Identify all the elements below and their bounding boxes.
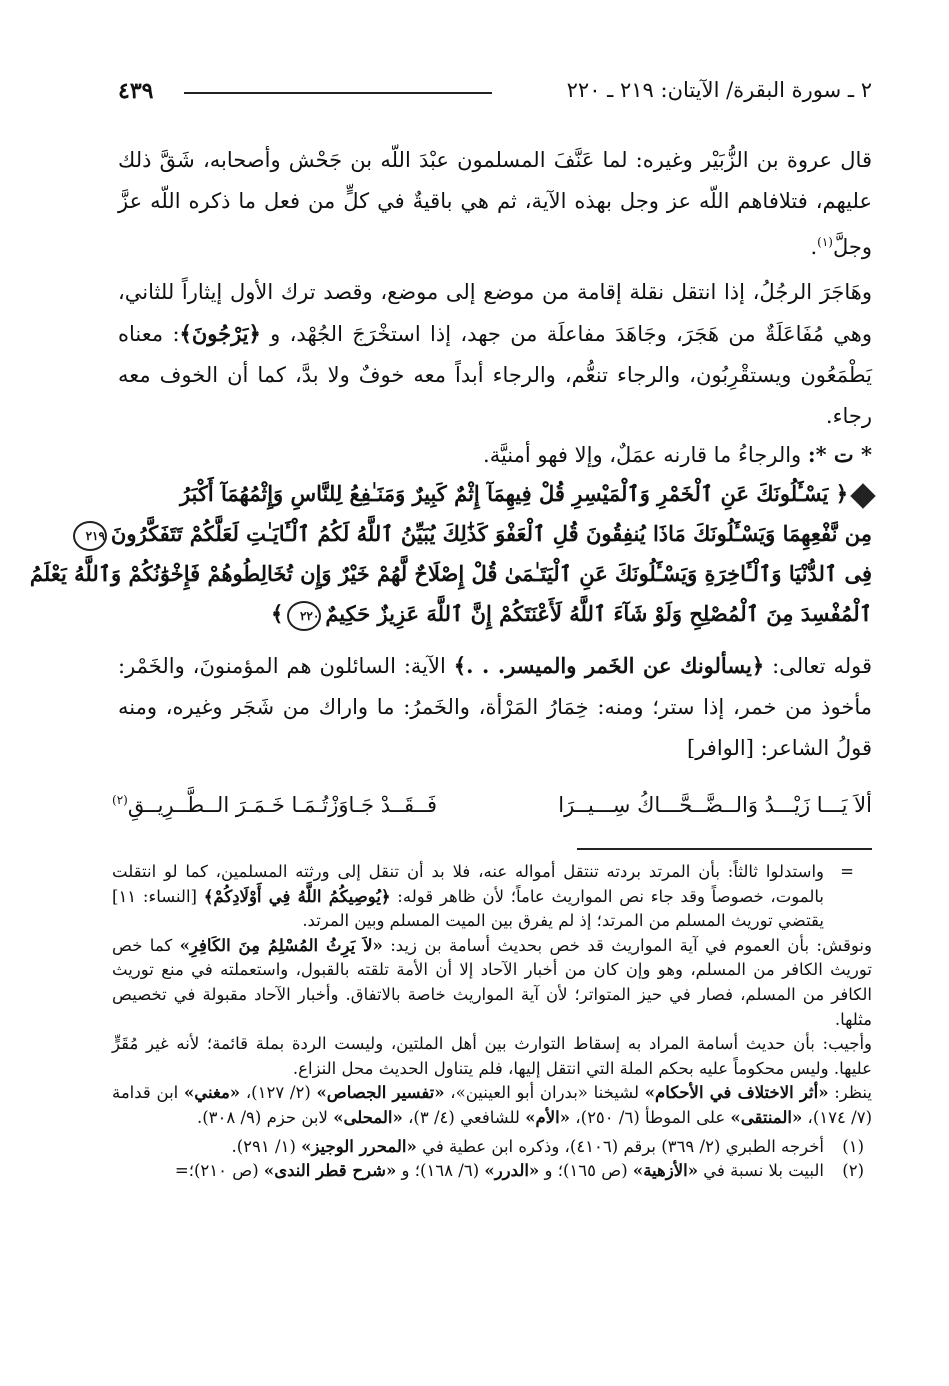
ayah-number-220: ٢٢٠: [287, 601, 321, 631]
paragraph-text: قوله تعالى:: [772, 654, 872, 678]
poetry-verse: [112, 793, 872, 837]
paragraph-end: .: [810, 235, 818, 259]
footnote-continuation: = واستدلوا ثالثاً: بأن المرتد بردته تنتقل أمواله عنه، فلا بد أن تنقل إلى ورثته المسلمين، كما لو انتقلت بالموت، خصوصاً وقد جاء نص المواريث عاماً؛ لأن ظاهر قوله: ﴿يُوصِيكُمُ اللَّهُ فِي أَوْلَادِكُمْ﴾ [النساء: ١١] يقتضي توريث المسلم من المرتد؛ إذ لم يفرق بين الميت المسلم وبين المرتد.: [112, 862, 854, 931]
hizb-marker-icon: [850, 483, 875, 508]
poem-hemistich-first: ألاَ يَـــا زَيْـــدُ وَالــضَّــحَّـــاكُ سِـــيــرَا: [558, 793, 872, 817]
quran-quote: ﴿يُوصِيكُمُ اللَّهُ فِي أَوْلَادِكُمْ﴾: [203, 886, 391, 906]
verse-line-2: مِن نَّفْعِهِمَا وَيَسْـَٔلُونَكَ مَاذَا يُنفِقُونَ قُلِ ٱلْعَفْوَ كَذَٰلِكَ يُبَيِّنُ ٱللَّهُ لَكُمُ ٱلْـَٔايَـٰتِ لَعَلَّكُمْ تَتَفَكَّرُونَ٢١٩: [112, 514, 872, 554]
paragraph-khamr: [118, 645, 872, 769]
paragraph-raja: [118, 434, 872, 476]
footnote-paragraph: وأجيب: بأن حديث أسامة المراد به إسقاط التوارث بين أهل الملتين، وليست الردة بملة قائمة؛ لأنه غير مُقَرٍّ عليها. وليس محكوماً عليه بحكم الملة التي انتقل إليها، فلم يتناول الحديث محل النزاع.: [112, 1034, 872, 1078]
verse-line-1: ﴿ يَسْـَٔلُونَكَ عَنِ ٱلْخَمْرِ وَٱلْمَيْسِرِ قُلْ فِيهِمَآ إِثْمٌ كَبِيرٌ وَمَنَـٰفِعُ لِلنَّاسِ وَإِثْمُهُمَآ أَكْبَرُ: [112, 474, 872, 514]
paragraph-text: : معناه يَطْمَعُون ويستقْرِبُون، والرجاء تنعُّم، والرجاء أبداً معه خوفٌ ولا بدَّ، كما أن الخوف معه رجاء.: [118, 322, 872, 428]
footnote-references: ينظر: «أثر الاختلاف في الأحكام» لشيخنا «بدران أبو العينين»، «تفسير الجصاص» (٢/ ١٢٧)، «مغني» ابن قدامة (٧/ ١٧٤)، «المنتقى» على الموطأ (٦/ ٢٥٠)، «الأم» للشافعي (٤/ ٣)، «المحلى» لابن حزم (٩/ ٣٠٨).: [112, 1083, 872, 1127]
page-header: [118, 78, 872, 108]
verse-line-3: فِى ٱلدُّنْيَا وَٱلْـَٔاخِرَةِ وَيَسْـَٔلُونَكَ عَنِ ٱلْيَتَـٰمَىٰ قُلْ إِصْلَاحٌ لَّهُمْ خَيْرٌ وَإِن تُخَالِطُوهُمْ فَإِخْوَٰنُكُمْ وَٱللَّهُ يَعْلَمُ: [29, 561, 872, 586]
footnotes: [112, 860, 872, 1184]
poem-hemistich-second: فَــقَــدْ جَـاوَزْتُـمَـا خَـمَـرَ الــطَّــرِيــقِ$^{(٢)}$: [112, 793, 437, 817]
paragraph-text: قال عروة بن الزُّبَيْر وغيره: لما عَنَّفَ المسلمون عبْدَ اللّه بن جَحْش وأصحابه، شَقَّ ذلك عليهم، فتلافاهم اللّه عز وجل بهذه الآية، ثم هي باقيةٌ في كلٍّ من فعل ما ذكره اللّه عزَّ وجلَّ: [118, 148, 872, 259]
footnote-ref-1[interactable]: (١): [817, 235, 833, 249]
footnote-separator: [577, 848, 872, 850]
continuation-marker: =: [840, 862, 854, 881]
quran-quote: ﴿يسألونك عن الخَمر والميسر. . .﴾: [453, 653, 765, 678]
paragraph-urwa: [118, 140, 872, 268]
ayah-number-219: ٢١٩: [73, 521, 107, 551]
running-title: ٢ ـ سورة البقرة/ الآيتان: ٢١٩ ـ ٢٢٠: [566, 78, 872, 102]
page-number: ٤٣٩: [118, 78, 154, 104]
quran-word: ﴿يَرْجُونَ﴾: [179, 321, 261, 346]
verse-close-bracket: ﴾: [271, 601, 284, 626]
paragraph-hajara: [118, 272, 872, 437]
footnote-1: (١) أخرجه الطبري (٢/ ٣٦٩) برقم (٤١٠٦)، وذكره ابن عطية في «المحرر الوجيز» (١/ ٢٩١).: [112, 1135, 872, 1160]
footnote-2: (٢) البيت بلا نسبة في «الأزهية» (ص ١٦٥)؛ و «الدرر» (٦/ ١٦٨)؛ و «شرح قطر الندى» (ص ٢١٠)؛=: [112, 1159, 872, 1184]
paragraph-text: وهَاجَرَ الرجُلُ، إذا انتقل نقلة إقامة من موضع إلى موضع، وقصد ترك الأول إيثاراً للثاني، وهي مُفَاعَلَةٌ من هَجَرَ، وجَاهَدَ مفاعلَة من جهد، إذا استخْرَجَ الجُهْد، و: [118, 280, 872, 346]
footnote-ref-2[interactable]: (٢): [112, 793, 128, 807]
footnote-number: (٢): [842, 1161, 864, 1181]
paragraph-text: الآية: السائلون هم المؤمنونَ، والخَمْر: مأخوذ من خمر، إذا ستر؛ ومنه: خِمَارُ المَرْأة، والخَمرُ: ما واراك من شَجَر وغيره، ومنه قولُ الشاعر: [الوافر]: [118, 654, 872, 760]
verse-line-4: ٱلْمُفْسِدَ مِنَ ٱلْمُصْلِحِ وَلَوْ شَآءَ ٱللَّهُ لَأَعْنَتَكُمْ إِنَّ ٱللَّهَ عَزِيزٌ حَكِيمٌ٢٢٠﴾: [112, 594, 872, 634]
hadith-quote: «لاَ يَرِثُ المُسْلِمُ مِنَ الكَافِرِ»: [179, 935, 383, 955]
footnote-number: (١): [842, 1136, 864, 1156]
header-rule: [184, 92, 492, 94]
footnote-paragraph: ونوقش: بأن العموم في آية المواريث قد خص بحديث أسامة بن زيد: «لاَ يَرِثُ المُسْلِمُ مِنَ الكَافِرِ» كما خص توريث الكافر من المسلم، وهو وإن كان من أخبار الآحاد إلا أن الأمة تلقته بالقبول، واستعملته في منع توريث الكافر من المسلم، فصار في حيز المتواتر؛ لأن آية المواريث خاصة بالاتفاق. وأخبار الآحاد مقبولة في تخصيص مثلها.: [112, 935, 872, 1029]
paragraph-text: والرجاءُ ما قارنه عمَلٌ، وإلا فهو أمنيَّة.: [483, 443, 802, 467]
author-note-marker: * ت *:: [807, 442, 872, 467]
quran-verse-block: [29, 474, 872, 634]
